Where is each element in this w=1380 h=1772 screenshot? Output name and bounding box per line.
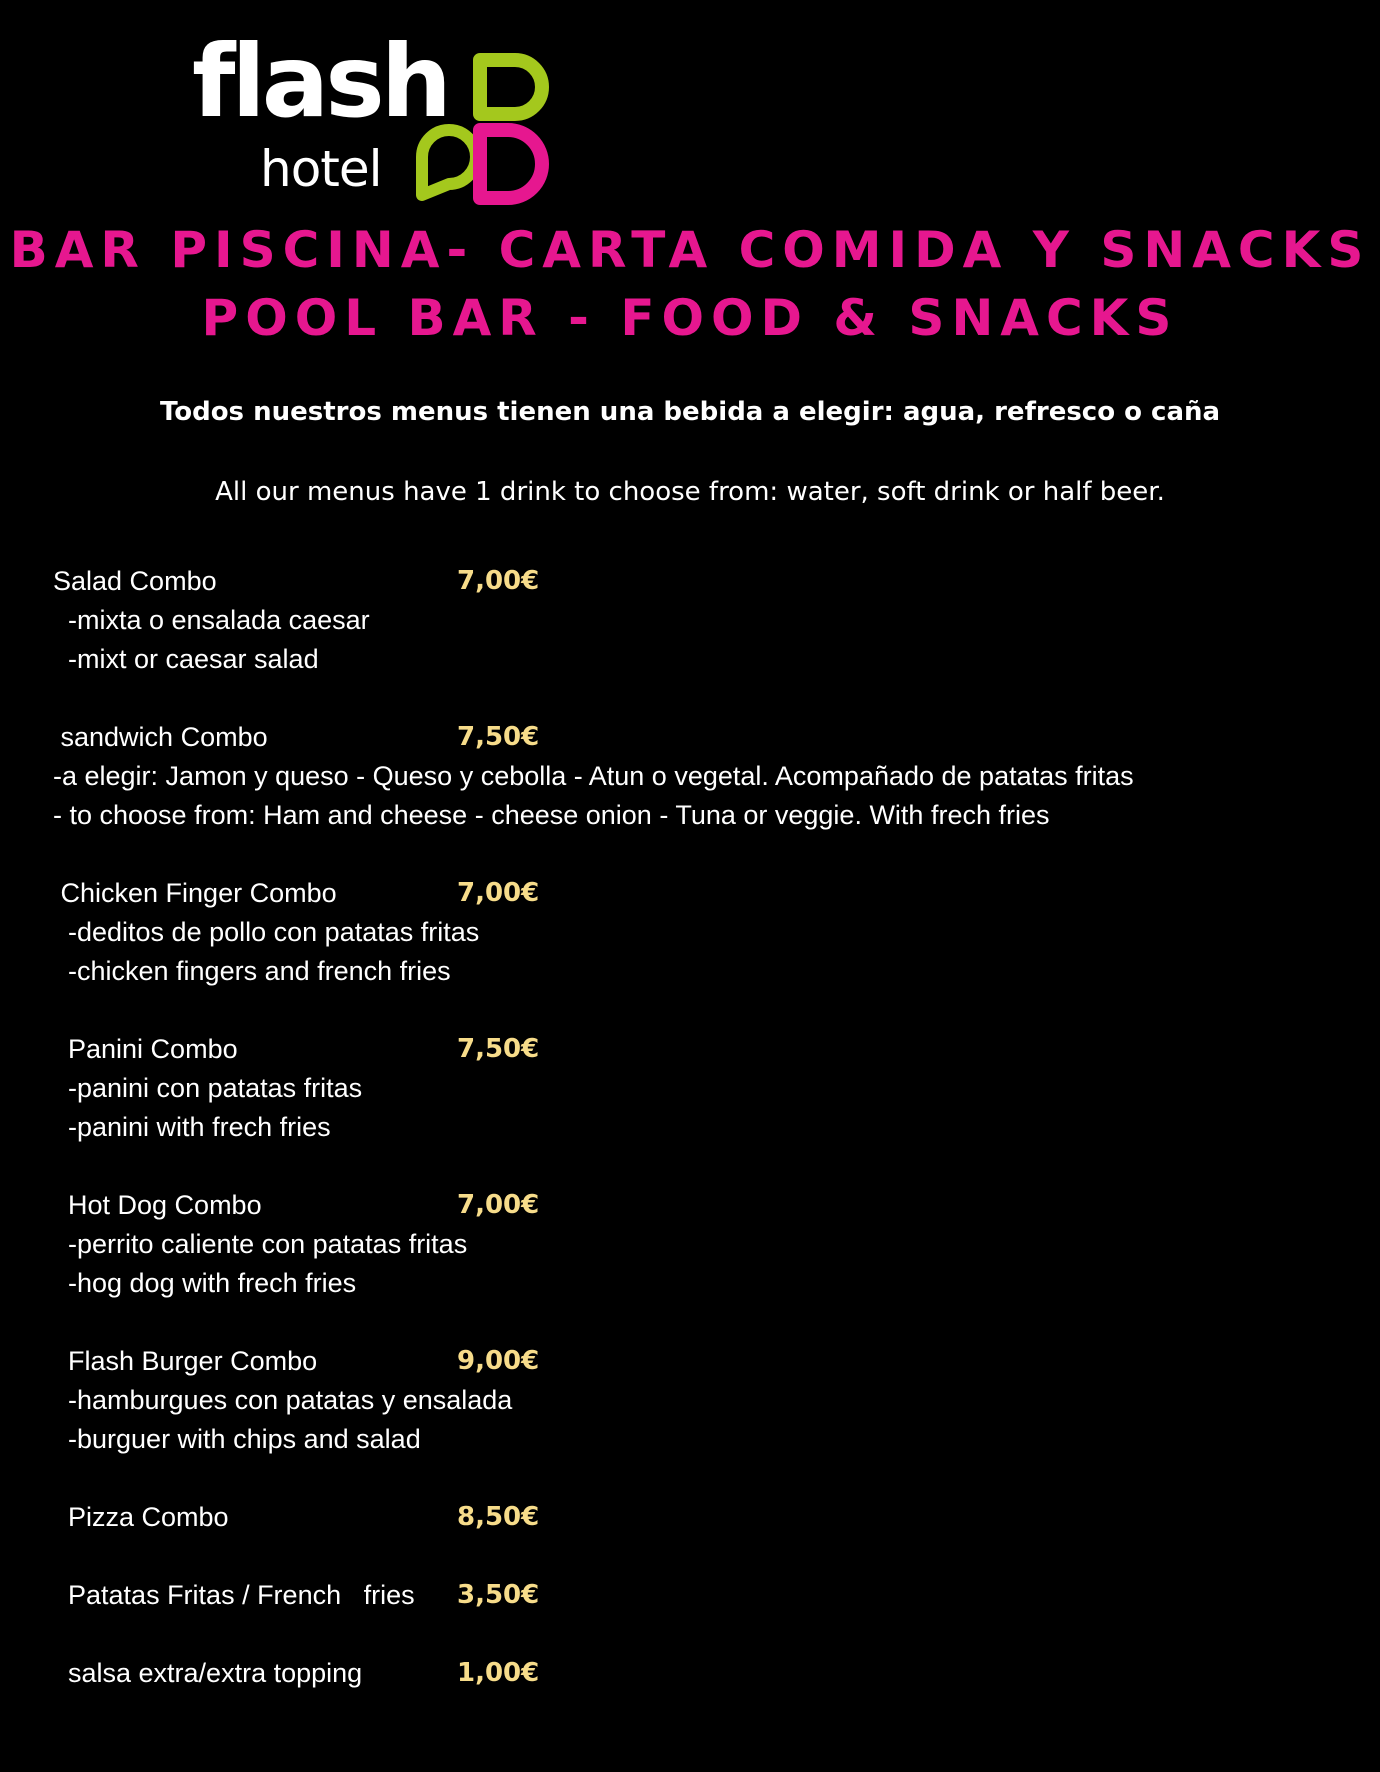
menu-item-name: Flash Burger Combo <box>53 1346 318 1376</box>
menu-item-price: 8,50€ <box>457 1502 540 1532</box>
menu-item-desc-es: -deditos de pollo con patatas fritas <box>53 917 480 947</box>
menu-item-price: 7,50€ <box>457 722 540 752</box>
menu-item-chicken-finger-combo <box>0 874 1380 991</box>
menu-item-name: sandwich Combo <box>53 722 268 752</box>
menu-item-french-fries <box>0 1576 1380 1615</box>
menu-item-desc-es: -panini con patatas fritas <box>53 1073 363 1103</box>
menu-item-desc-en: -mixt or caesar salad <box>53 644 319 674</box>
menu-item-price: 1,00€ <box>457 1658 540 1688</box>
menu-item-name: Panini Combo <box>53 1034 238 1064</box>
menu-item-salad-combo <box>0 562 1380 679</box>
menu-item-name: Salad Combo <box>53 566 217 596</box>
drink-note-spanish: Todos nuestros menus tienen una bebida a elegir: agua, refresco o caña <box>159 397 1221 427</box>
menu-item-name: salsa extra/extra topping <box>53 1658 363 1688</box>
page-title-english: POOL BAR - FOOD & SNACKS <box>201 289 1179 347</box>
logo-green-lower-shape <box>422 130 476 195</box>
menu-item-name: Hot Dog Combo <box>53 1190 262 1220</box>
menu-item-flash-burger-combo <box>0 1342 1380 1459</box>
menu-item-name: Patatas Fritas / French fries <box>53 1580 415 1610</box>
menu-item-desc-es: -perrito caliente con patatas fritas <box>53 1229 468 1259</box>
menu-item-desc-en: -burguer with chips and salad <box>53 1424 421 1454</box>
menu-item-name: Pizza Combo <box>53 1502 229 1532</box>
logo-word-hotel: hotel <box>260 140 382 198</box>
logo-word-flash: flash <box>192 23 448 140</box>
menu-item-price: 7,50€ <box>457 1034 540 1064</box>
menu-item-desc-en: -chicken fingers and french fries <box>53 956 451 986</box>
menu-item-panini-combo <box>0 1030 1380 1147</box>
menu-item-price: 7,00€ <box>457 1190 540 1220</box>
flash-hotel-logo <box>190 23 560 205</box>
menu-item-extra-topping <box>0 1654 1380 1693</box>
menu-item-desc-es: -mixta o ensalada caesar <box>53 605 370 635</box>
menu-item-desc-en: -panini with frech fries <box>53 1112 331 1142</box>
menu-item-price: 7,00€ <box>457 878 540 908</box>
menu-item-desc-es: -hamburgues con patatas y ensalada <box>53 1385 513 1415</box>
menu-item-desc-en: - to choose from: Ham and cheese - cheese onion - Tuna or veggie. With frech fries <box>53 800 1050 830</box>
menu-item-hot-dog-combo <box>0 1186 1380 1303</box>
menu-item-pizza-combo <box>0 1498 1380 1537</box>
menu-item-sandwich-combo <box>0 718 1380 835</box>
menu-item-price: 7,00€ <box>457 566 540 596</box>
menu-item-price: 9,00€ <box>457 1346 540 1376</box>
menu-list <box>0 562 1380 1732</box>
logo-green-upper-shape <box>480 60 542 114</box>
menu-item-name: Chicken Finger Combo <box>53 878 337 908</box>
logo-mark-icon <box>190 40 560 205</box>
menu-item-desc-en: -hog dog with frech fries <box>53 1268 357 1298</box>
menu-item-price: 3,50€ <box>457 1580 540 1610</box>
drink-note-english: All our menus have 1 drink to choose from: water, soft drink or half beer. <box>215 477 1165 507</box>
logo-pink-shape <box>480 130 542 198</box>
page-title-spanish: BAR PISCINA- CARTA COMIDA Y SNACKS <box>9 221 1371 279</box>
menu-item-desc-es: -a elegir: Jamon y queso - Queso y cebolla - Atun o vegetal. Acompañado de patatas fritas <box>53 761 1134 791</box>
